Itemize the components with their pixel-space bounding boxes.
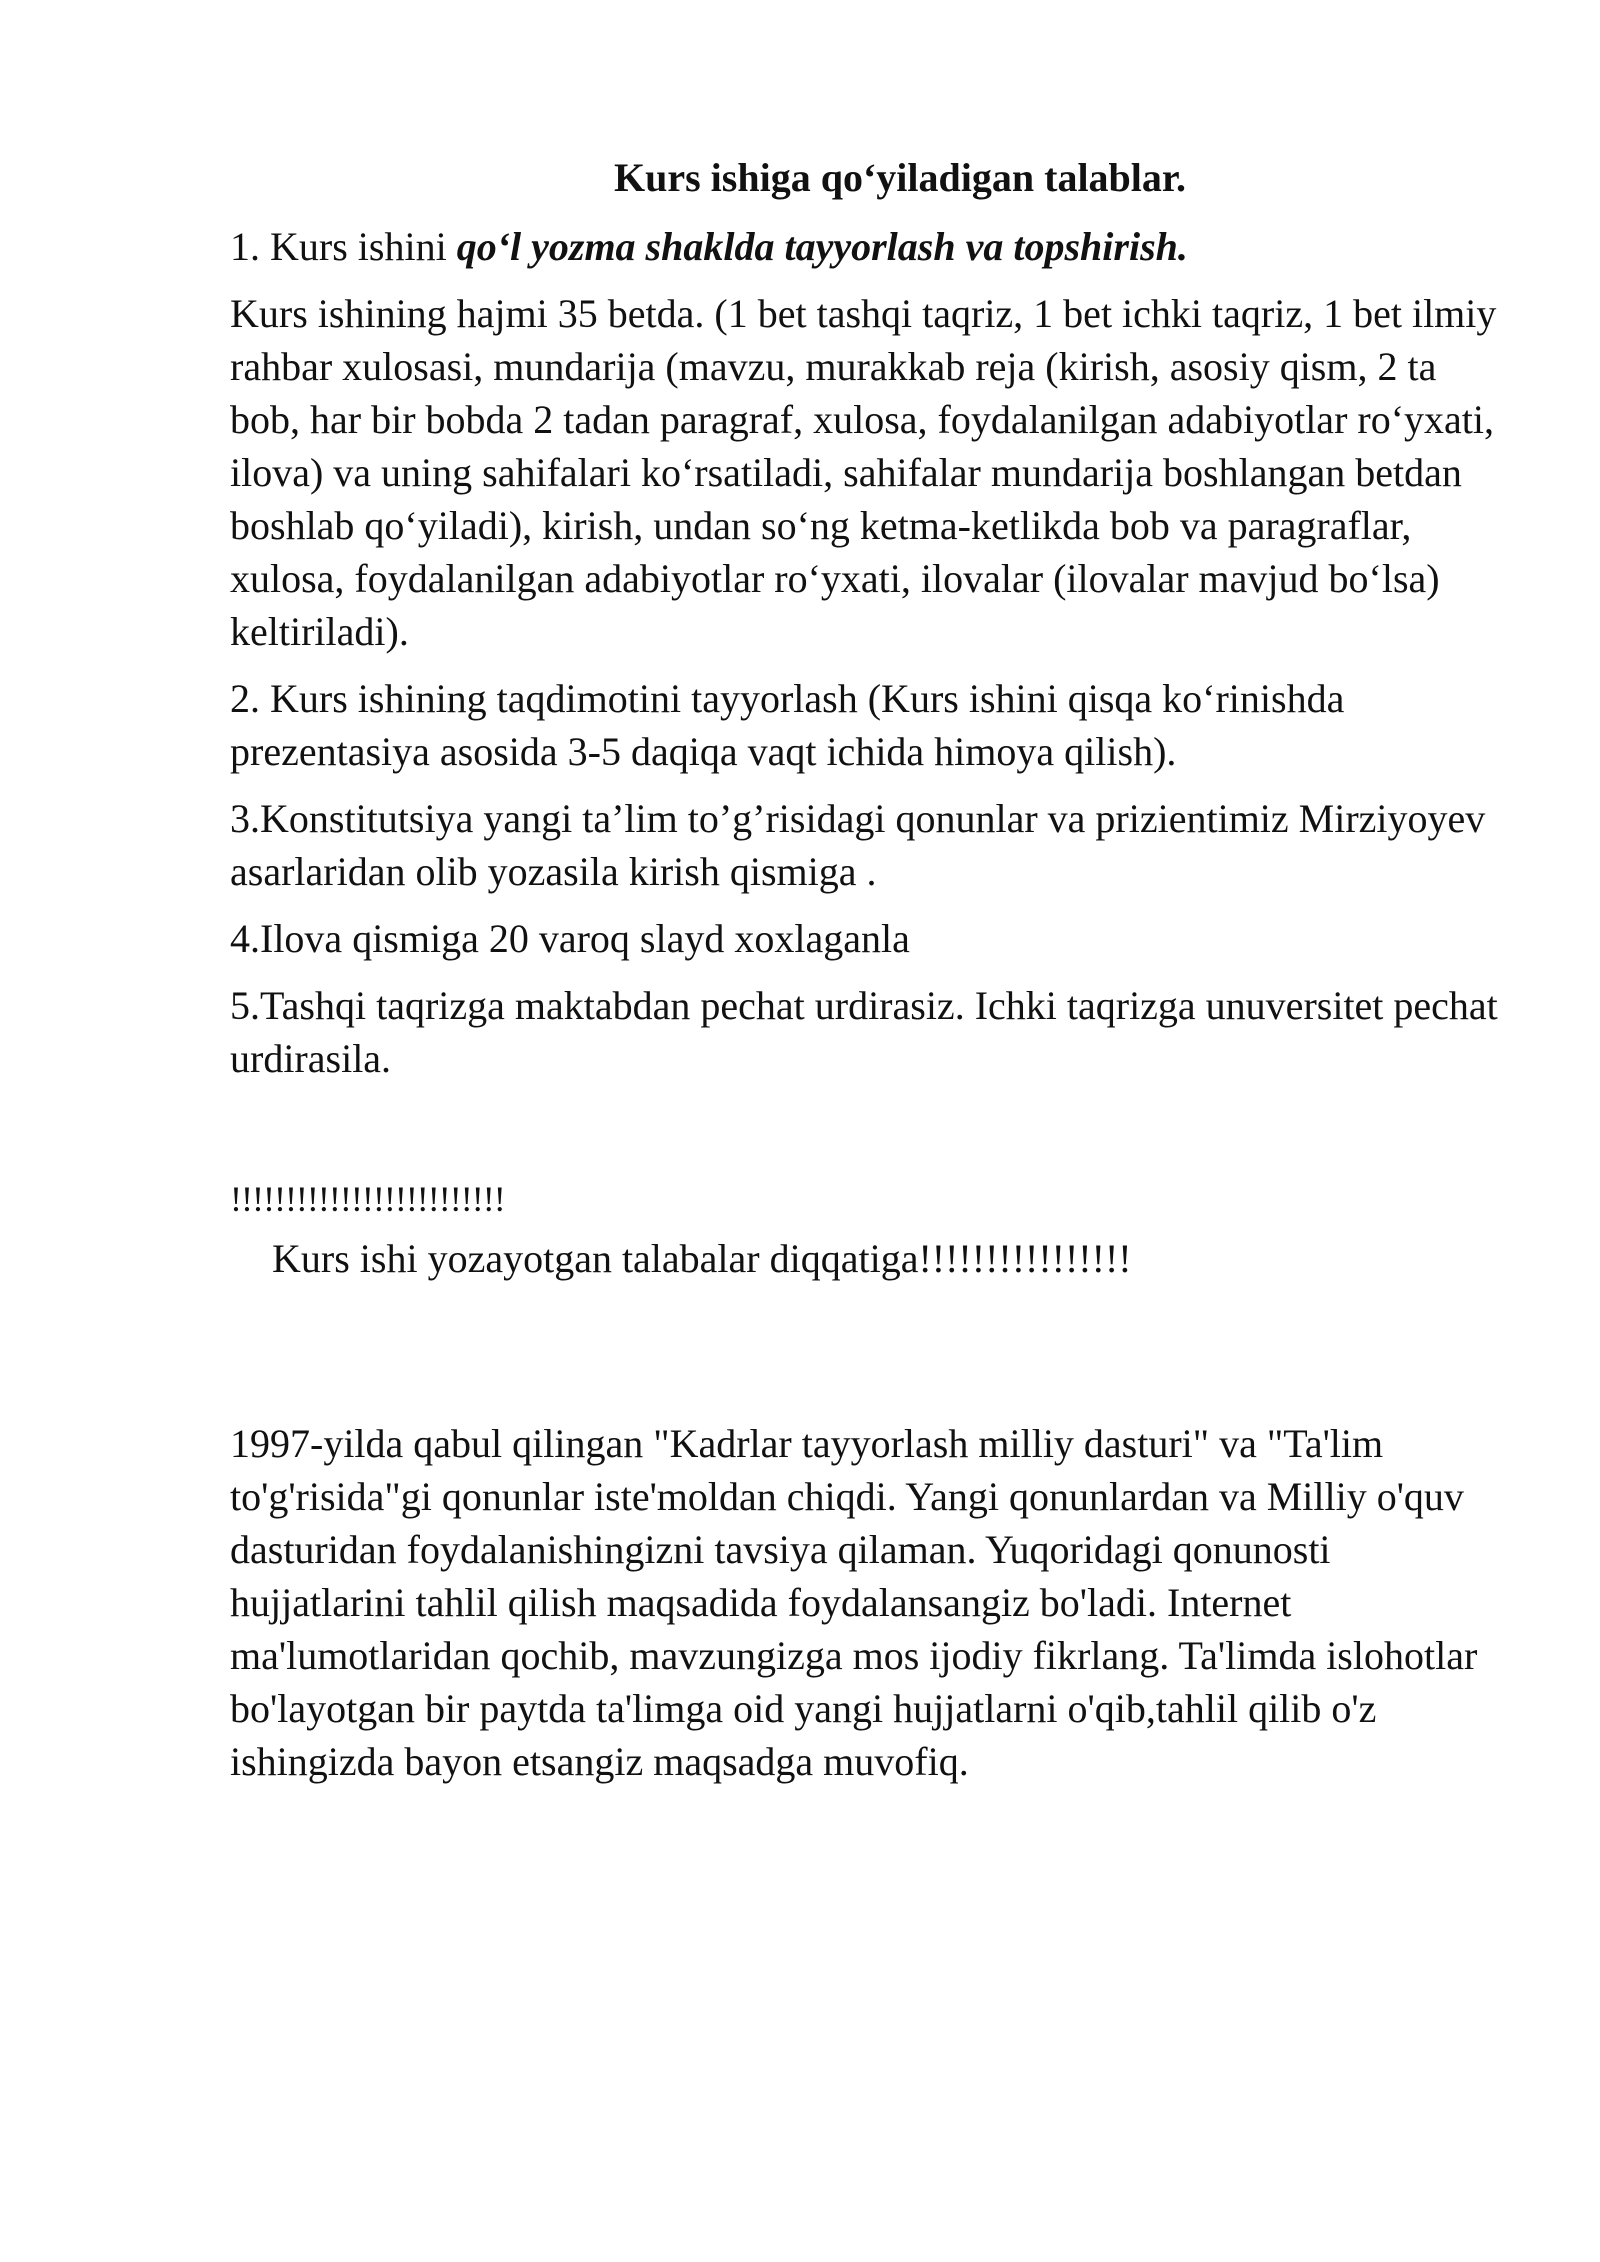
final-paragraph: 1997-yilda qabul qilingan "Kadrlar tayyorlash milliy dasturi" va "Ta'lim to'g'risida"gi qonunlar iste'moldan chiqdi. Yangi qonunlardan va Milliy o'quv dasturidan foydalanishingizni tavsiya qilaman. Yuqoridagi qonunosti hujjatlarini tahlil qilish maqsadida foydalansangiz bo'ladi. Internet ma'lumotlaridan qochib, mavzungizga mos ijodiy fikrlang. Ta'limda islohotlar bo'layotgan bir paytda ta'limga oid yangi hujjatlarni o'qib,tahlil qilib o'z ishingizda bayon etsangiz maqsadga muvofiq. <box>230 1421 1478 1784</box>
document-title: Kurs ishiga qo‘yiladigan talablar. <box>614 155 1186 200</box>
requirement-4: 4.Ilova qismiga 20 varoq slayd xoxlaganla <box>230 916 910 961</box>
document-body <box>230 150 1500 1802</box>
exclamation-line: !!!!!!!!!!!!!!!!!!!!!!!!! <box>230 1179 505 1219</box>
requirement-1-prefix: 1. Kurs ishini <box>230 224 457 269</box>
requirement-3: 3.Konstitutsiya yangi ta’lim to’g’risidagi qonunlar va prizientimiz Mirziyoyev asarlaridan olib yozasila kirish qismiga . <box>230 796 1486 894</box>
requirement-5: 5.Tashqi taqrizga maktabdan pechat urdirasiz. Ichki taqrizga unuversitet pechat urdirasila. <box>230 983 1498 1081</box>
student-notice: Kurs ishi yozayotgan talabalar diqqatiga!!!!!!!!!!!!!!!! <box>272 1236 1132 1281</box>
requirement-1 <box>230 220 1500 273</box>
volume-paragraph: Kurs ishining hajmi 35 betda. (1 bet tashqi taqriz, 1 bet ichki taqriz, 1 bet ilmiy rahbar xulosasi, mundarija (mavzu, murakkab reja (kirish, asosiy qism, 2 ta bob, har bir bobda 2 tadan paragraf, xulosa, foydalanilgan adabiyotlar ro‘yxati, ilova) va uning sahifalari ko‘rsatiladi, sahifalar mundarija boshlangan betdan boshlab qo‘yiladi), kirish, undan so‘ng ketma-ketlikda bob va paragraflar, xulosa, foydalanilgan adabiyotlar ro‘yxati, ilovalar (ilovalar mavjud bo‘lsa) keltiriladi). <box>230 291 1497 654</box>
spacer <box>230 1299 1500 1417</box>
spacer <box>230 1099 1500 1173</box>
requirement-2: 2. Kurs ishining taqdimotini tayyorlash (Kurs ishini qisqa ko‘rinishda prezentasiya asosida 3-5 daqiqa vaqt ichida himoya qilish). <box>230 676 1345 774</box>
requirement-1-emphasis: qo‘l yozma shaklda tayyorlash va topshirish. <box>456 224 1188 269</box>
